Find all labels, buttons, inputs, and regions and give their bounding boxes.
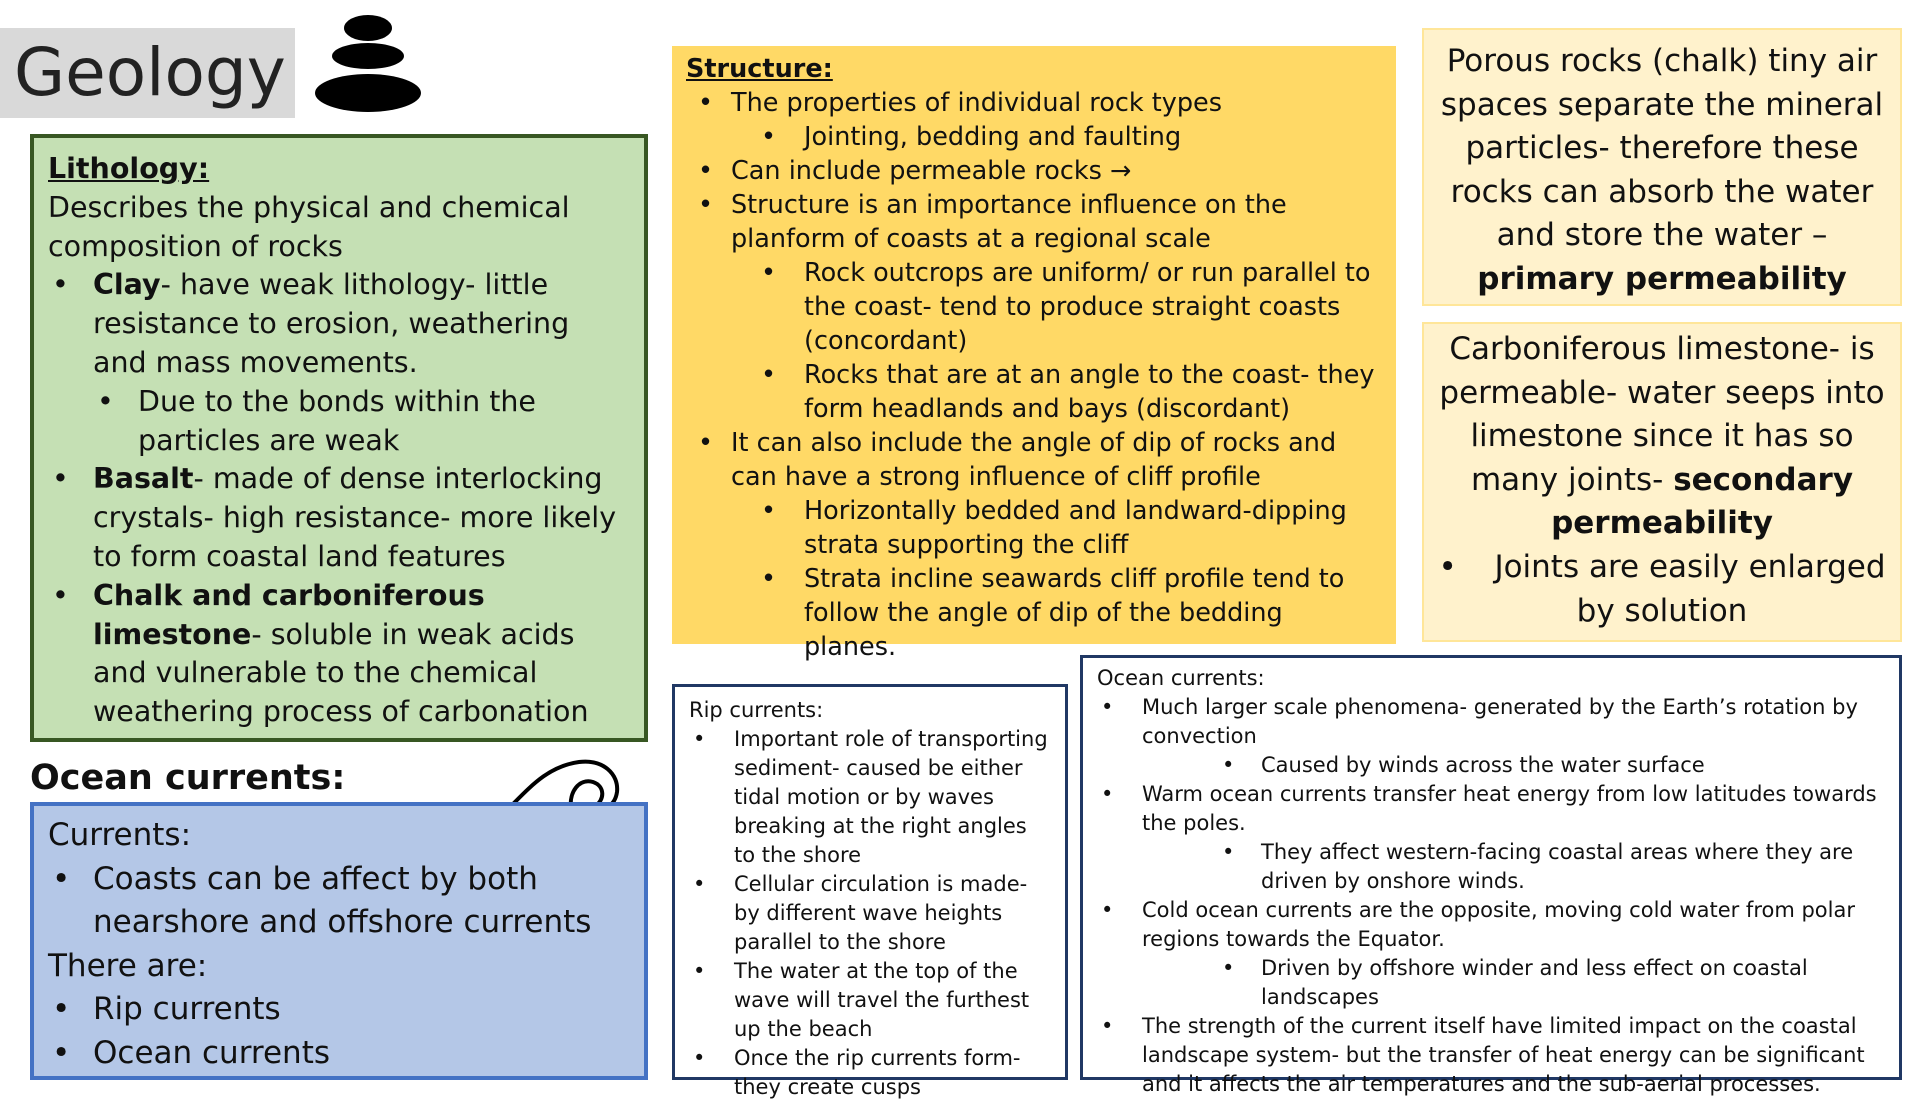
clay-term: Clay [93,268,161,302]
carboniferous-text: Carboniferous limestone- is permeable- water seeps into limestone since it has so many joints- [1439,331,1885,498]
structure-item: • Can include permeable rocks → [686,154,1382,188]
currents-box [30,802,648,1080]
structure-item [686,426,1382,664]
currents-bullet: • Coasts can be affect by both nearshore and offshore currents [48,858,630,945]
ocean-item-text: Much larger scale phenomena- generated by the Earth’s rotation by convection [1142,695,1858,748]
structure-item-text: The properties of individual rock types [731,88,1222,118]
ocean-item-text: Warm ocean currents transfer heat energy from low latitudes towards the poles. [1142,782,1877,835]
ocean-sub-item: • Driven by offshore winder and less effect on coastal landscapes [1142,954,1885,1012]
structure-sub-item: • Rock outcrops are uniform/ or run parallel to the coast- tend to produce straight coasts (concordant) [731,256,1382,358]
lithology-heading: Lithology: [48,152,210,185]
ocean-item [1097,780,1885,896]
structure-heading: Structure: [686,54,833,84]
clay-item [48,266,630,460]
basalt-text: - made of dense interlocking crystals- high resistance- more likely to form coastal land features [93,462,617,573]
structure-sub-item: • Jointing, bedding and faulting [731,120,1382,154]
rip-item: • Once the rip currents form- they create cusps [689,1044,1051,1102]
carboniferous-bullet-text: Joints are easily enlarged by solution [1494,548,1886,629]
carboniferous-bullet [1434,546,1890,633]
rip-heading: Rip currents: [689,698,824,722]
structure-item [686,86,1382,154]
chalk-term: Chalk and carboniferous limestone [93,578,485,651]
structure-sub-item: • Horizontally bedded and landward-dipping strata supporting the cliff [731,494,1382,562]
porous-text: Porous rocks (chalk) tiny air spaces separate the mineral particles- therefore these rocks can absorb the water and store the water – [1440,43,1884,254]
ocean-box-heading: Ocean currents: [1097,666,1265,690]
lithology-intro: Describes the physical and chemical composition of rocks [48,190,570,263]
carboniferous-box [1422,322,1902,642]
rip-item: • Cellular circulation is made-by different wave heights parallel to the shore [689,870,1051,957]
structure-box [672,46,1396,662]
structure-item [686,188,1382,426]
basalt-item [48,460,630,576]
ocean-sub-item: • Caused by winds across the water surface [1142,751,1885,780]
rip-item: • The water at the top of the wave will travel the furthest up the beach [689,957,1051,1044]
ocean-currents-box [1080,655,1902,1096]
secondary-permeability: secondary permeability [1551,461,1854,542]
structure-sub-item: • Strata incline seawards cliff profile tend to follow the angle of dip of the bedding planes. [731,562,1382,664]
lithology-box [30,134,648,742]
ocean-item-text: Cold ocean currents are the opposite, moving cold water from polar regions towards the Equator. [1142,898,1855,951]
ocean-item [1097,896,1885,1012]
structure-item-text: Structure is an importance influence on the planform of coasts at a regional scale [731,190,1287,254]
currents-label: Currents: [48,817,192,853]
chalk-item [48,577,630,732]
ocean-currents-heading: Ocean currents: [30,758,346,798]
stacked-stones-icon [312,14,424,118]
rip-item: • Important role of transporting sediment- caused be either tidal motion or by waves breaking at the right angles to the shore [689,725,1051,870]
ocean-item: • The strength of the current itself have limited impact on the coastal landscape system- but the transfer of heat energy can be significant and it affects the air temperatures and the sub-aerial processes. [1097,1012,1885,1099]
structure-item-text: It can also include the angle of dip of rocks and can have a strong influence of cliff profile [731,428,1337,492]
list-item: • Ocean currents [48,1032,630,1076]
page-title: Geology [0,28,295,118]
clay-sub-item: • Due to the bonds within the particles are weak [93,383,630,461]
structure-sub-item: • Rocks that are at an angle to the coast- they form headlands and bays (discordant) [731,358,1382,426]
primary-permeability: primary permeability [1477,260,1847,297]
ocean-sub-item: • They affect western-facing coastal areas where they are driven by onshore winds. [1142,838,1885,896]
basalt-term: Basalt [93,462,194,496]
porous-rocks-box [1422,28,1902,306]
rip-currents-box [672,684,1068,1099]
chalk-text: - soluble in weak acids and vulnerable to the chemical weathering process of carbonation [93,617,589,729]
ocean-item [1097,693,1885,780]
clay-text: - have weak lithology- little resistance to erosion, weathering and mass movements. [93,268,570,379]
list-item: • Rip currents [48,988,630,1032]
there-are-label: There are: [48,947,208,984]
